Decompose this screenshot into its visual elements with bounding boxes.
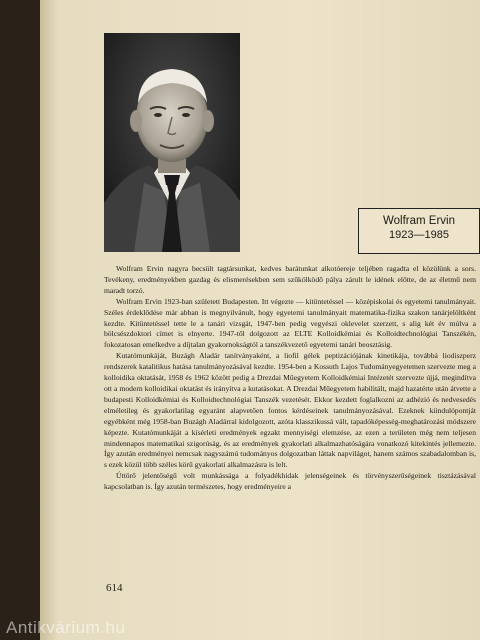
paragraph: Kutatómunkáját, Buzágh Aladár tanítványaként, a liofil gélek peptizációjának kinetikája, továbbá liodiszperz rendszerek katalitikus hatása tanulmányozásával kezdte. 1954-ben a Kossuth Lajos Tudományegyetemen szervezte meg a kolloidika oktatását, 1958 és 1962 között pedig a Drezdai Műegyetem Kolloidkémiai Intézetét szervezte újjá, megindítva ott a modern kolloidikai oktatást és irányítva a kutatásokat. A Drezdai Műegyetem habilitált, majd hazatérte után átvette a budapesti Kolloidkémiai és Kolloidtechnológiai Tanszék vezetését. Ekkor kezdett foglalkozni az adhézió és nedvesedés elméletileg és gyakorlatilag egyaránt alapvetően fontos kérdéseinek tanulmányozásával. Ezeknek kiindulópontját egyébként még 1958-ban Buzágh Aladárral kidolgozott, azóta klasszikussá vált, tapadóképesség-meghatározási módszere képezte. Kutatómunkáját a kísérleti eredmények egzakt mennyiségi elemzése, az ezen a területen még nem teljesen mindennapos matematikai szigorúság, és az eredmények gyakorlati alkalmazhatóságára vonatkozó kitekintés jellemezte. Így azután eredményei nemcsak nagyszámú tudományos dolgozatban láttak napvilágot, hanem számos szabadalomban is, s ezek közül több széles körű gyakorlati alkalmazásra is lelt. — [104, 351, 476, 470]
life-years: 1923—1985 — [389, 229, 449, 241]
portrait-photo — [104, 33, 240, 252]
name-caption-box — [358, 208, 480, 254]
portrait-illustration — [104, 33, 240, 252]
watermark-logo: Antikvárium.hu — [6, 618, 126, 637]
person-name: Wolfram Ervin — [383, 215, 455, 227]
page-number: 614 — [106, 582, 123, 594]
book-page — [40, 0, 480, 640]
paragraph: Úttörő jelentőségű volt munkássága a folyadékhidak jelenségeinek és törvényszerűségeinek tisztázásával kapcsolatban is. Így azután természetes, hogy eredményeire a — [104, 471, 476, 492]
paragraph: Wolfram Ervin 1923-ban született Budapesten. Itt végezte — kitüntetéssel — középiskolai és egyetemi tanulmányait. Széles érdeklődése már abban is megnyilvánult, hogy egyetemi tanulmányait matematika-fizika szakon tanárjelöltként kezdte. Kitüntetéssel tette le a tanári vizsgát, 1947-ben pedig vegyészi oklevelet szerzett, s alig két év múlva a bölcsészdoktori címet is elnyerte. 1947-től dolgozott az ELTE Kolloidkémiai és Kolloidtechnológiai Tanszékén, fokozatosan emelkedve a díjtalan gyakornokságtól a tanszékvezető egyetemi tanári beosztásig. — [104, 296, 476, 350]
paragraph: Wolfram Ervin nagyra becsült tagtársunkat, kedves barátunkat alkotóereje teljében ragadta el közülünk a sors. Tevékeny, eredményekben gazdag és elismerésekben sem szűkölködő pálya zárult le idének előtte, de az életmű nem maradt torzó. — [104, 264, 476, 295]
body-text — [104, 264, 476, 493]
